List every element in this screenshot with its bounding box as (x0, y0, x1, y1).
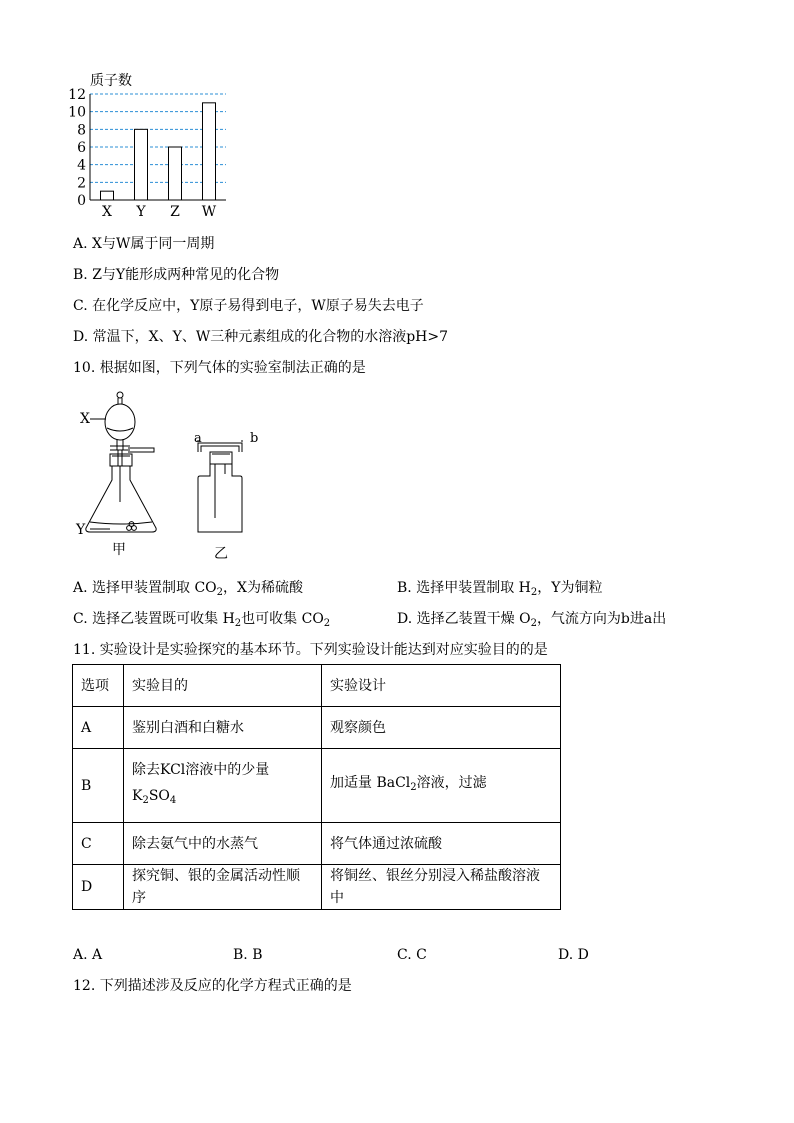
row-goal-line2: $K_2SO_4$ (132, 788, 177, 806)
row-option: C (73, 823, 124, 865)
row-option: D (73, 865, 124, 910)
table-header-row (73, 665, 561, 707)
label-yi: 乙 (214, 546, 228, 562)
row-option: A (73, 707, 124, 749)
y-tick-label: 6 (77, 140, 86, 156)
q9-option-c: C. 在化学反应中，Y原子易得到电子，W原子易失去电子 (73, 298, 424, 314)
q10-option-a: A. 选择甲装置制取 $CO_2$，X为稀硫酸 (73, 580, 303, 598)
bar-z (169, 147, 182, 200)
x-category-label: Y (136, 204, 146, 220)
y-tick-label: 2 (77, 175, 86, 192)
table-row (73, 707, 561, 749)
y-tick-label: 8 (77, 122, 86, 139)
bar-w (203, 103, 216, 200)
row-design: 将铜丝、银丝分别浸入稀盐酸溶液中 (322, 865, 561, 910)
q10-option-c: C. 选择乙装置既可收集 $H_2$也可收集 $CO_2$ (73, 611, 331, 629)
q11-answer-b: B. B (233, 947, 263, 963)
y-tick-label: 4 (77, 157, 86, 174)
apparatus-diagram (70, 390, 270, 565)
q11-answer-c: C. C (397, 947, 427, 963)
table-row (73, 865, 561, 910)
x-category-label: X (102, 204, 112, 220)
x-category-label: Z (170, 204, 180, 220)
x-category-label: W (201, 204, 217, 220)
header-design: 实验设计 (322, 665, 561, 707)
row-goal-line1: 除去KCl溶液中的少量 (132, 762, 270, 778)
q9-option-b: B. Z与Y能形成两种常见的化合物 (73, 267, 280, 283)
label-y: Y (76, 522, 86, 538)
label-a: a (194, 431, 202, 446)
bar-x (101, 191, 114, 200)
row-goal (124, 749, 322, 823)
row-design: 加适量 BaCl$_2$溶液，过滤 (322, 749, 561, 823)
table-row (73, 749, 561, 823)
y-tick-label: 12 (68, 87, 86, 103)
label-jia: 甲 (112, 542, 126, 558)
q10-stem: 10. 根据如图，下列气体的实验室制法正确的是 (73, 360, 366, 376)
row-goal: 探究铜、银的金属活动性顺序 (124, 865, 322, 910)
bar-y (135, 129, 148, 200)
row-design: 观察颜色 (322, 707, 561, 749)
q11-answer-d: D. D (558, 947, 589, 963)
y-tick-label: 10 (68, 104, 86, 121)
experiment-table (72, 664, 561, 910)
q9-option-d: D. 常温下，X、Y、W三种元素组成的化合物的水溶液pH>7 (73, 329, 449, 345)
row-option: B (73, 749, 124, 823)
y-axis-label: 质子数 (90, 73, 132, 89)
y-tick-label: 0 (77, 193, 86, 209)
header-goal: 实验目的 (124, 665, 322, 707)
row-goal: 鉴别白酒和白糖水 (124, 707, 322, 749)
label-b: b (250, 431, 259, 446)
q11-answer-a: A. A (73, 947, 103, 963)
row-design: 将气体通过浓硫酸 (322, 823, 561, 865)
q11-stem: 11. 实验设计是实验探究的基本环节。下列实验设计能达到对应实验目的的是 (73, 642, 548, 658)
table-row (73, 823, 561, 865)
row-goal: 除去氨气中的水蒸气 (124, 823, 322, 865)
q12-stem: 12. 下列描述涉及反应的化学方程式正确的是 (73, 978, 352, 994)
label-x: X (80, 411, 90, 427)
q10-option-b: B. 选择甲装置制取 $H_2$，Y为铜粒 (397, 580, 603, 598)
proton-bar-chart (70, 66, 240, 221)
header-option: 选项 (73, 665, 124, 707)
q9-option-a: A. X与W属于同一周期 (73, 236, 215, 252)
q10-option-d: D. 选择乙装置干燥 $O_2$，气流方向为b进a出 (397, 611, 667, 629)
